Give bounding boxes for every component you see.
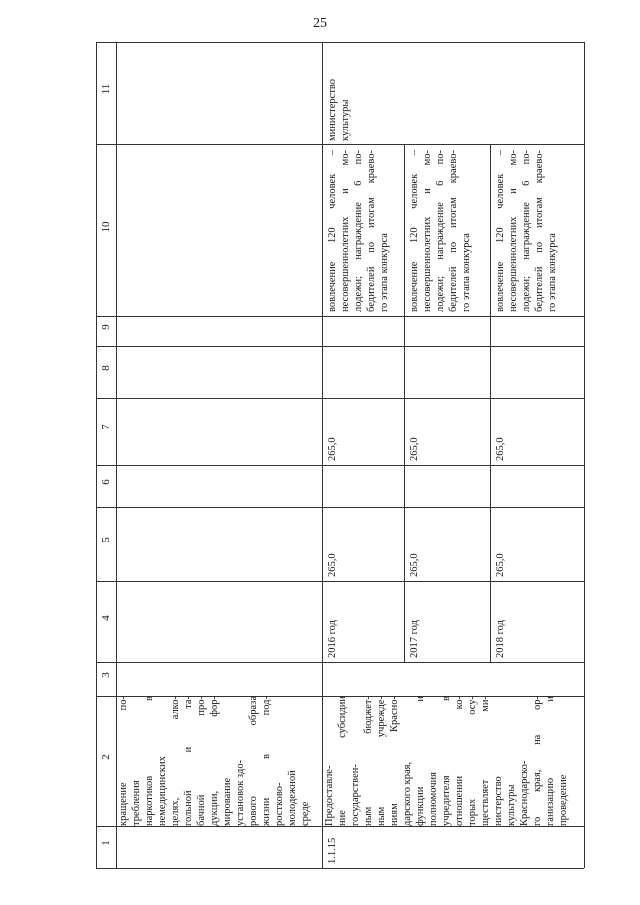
grid-line	[96, 465, 584, 466]
text-line: лодежи; награждение 6 по-	[521, 150, 532, 312]
text-line: несовершеннолетних и мо-	[422, 150, 433, 312]
col7-2017: 265,0	[409, 437, 420, 461]
grid-line	[96, 507, 584, 508]
grid-line	[404, 144, 405, 662]
grid-line	[96, 144, 584, 145]
text-line: учредителя в	[441, 696, 452, 826]
text-line: среде	[300, 801, 311, 826]
column-header-11: 11	[100, 83, 112, 95]
text-line: бедителей по итогам краево-	[448, 150, 459, 312]
text-line: го края, на ор-	[532, 696, 543, 826]
text-line: вовлечение 120 человек –	[409, 150, 420, 312]
text-line: ние субсидии	[337, 696, 348, 826]
text-line: вовлечение 120 человек –	[495, 150, 506, 312]
text-line: министерство	[327, 78, 338, 141]
text-line: ществляет ми-	[480, 696, 491, 826]
year-2016: 2016 год	[327, 620, 338, 658]
text-line: молодежной	[287, 770, 298, 826]
year-2018: 2018 год	[495, 620, 506, 658]
text-line: дукции, фор-	[209, 696, 220, 826]
grid-line	[584, 42, 585, 868]
text-line: установок здо-	[235, 759, 246, 826]
column-header-7: 7	[100, 424, 112, 430]
text-line: отношении ко-	[454, 696, 465, 826]
column-header-3: 3	[100, 672, 112, 678]
text-line: бачной про-	[196, 696, 207, 826]
text-line: торых осу-	[467, 696, 478, 826]
text-line: наркотиков в	[144, 696, 155, 826]
text-line: лодежи; награждение 6 по-	[435, 150, 446, 312]
column-header-2: 2	[100, 754, 112, 760]
row-description	[323, 696, 583, 826]
text-line: культуры	[340, 99, 351, 141]
col5-2018: 265,0	[495, 553, 506, 577]
text-line: целях, алко-	[170, 696, 181, 826]
column-header-8: 8	[100, 365, 112, 371]
result-2018	[494, 150, 559, 312]
text-line: полномочия	[428, 772, 439, 826]
text-line: рового образа	[248, 696, 259, 826]
text-line: лодежи; награждение 6 по-	[353, 150, 364, 312]
text-line: бедителей по итогам краево-	[366, 150, 377, 312]
text-line: культуры	[506, 784, 517, 826]
text-line: жизни в под-	[261, 696, 272, 826]
text-line: дарского края,	[402, 761, 413, 826]
text-line: гольной и та-	[183, 696, 194, 826]
text-line: го этапа конкурса	[379, 233, 390, 312]
prev-row-description	[117, 696, 321, 826]
text-line: несовершеннолетних и мо-	[508, 150, 519, 312]
column-header-5: 5	[100, 537, 112, 543]
grid-line	[96, 42, 97, 868]
column-header-4: 4	[100, 615, 112, 621]
result-2017	[408, 150, 473, 312]
text-line: функции и	[415, 696, 426, 826]
column-header-6: 6	[100, 479, 112, 485]
page-number: 25	[313, 16, 327, 31]
grid-line	[96, 346, 584, 347]
grid-line	[96, 42, 584, 43]
grid-line	[96, 662, 584, 663]
grid-line	[96, 398, 584, 399]
text-line: ным бюджет-	[363, 696, 374, 826]
col5-2016: 265,0	[327, 553, 338, 577]
col7-2016: 265,0	[327, 437, 338, 461]
text-line: мирование	[222, 777, 233, 826]
row-number: 1.1.15	[327, 837, 338, 864]
text-line: государствен-	[350, 764, 361, 826]
grid-line	[96, 581, 584, 582]
text-line: го этапа конкурса	[461, 233, 472, 312]
text-line: Краснодарско-	[519, 760, 530, 826]
result-2016	[326, 150, 391, 312]
text-line: ганизацию и	[545, 696, 556, 826]
grid-line	[96, 868, 584, 869]
column-header-1: 1	[100, 840, 112, 846]
responsible-ministry	[326, 45, 352, 141]
column-header-10: 10	[100, 221, 112, 233]
year-2017: 2017 год	[409, 620, 420, 658]
text-line: кращение по-	[118, 696, 129, 826]
text-line: нистерство	[493, 776, 504, 826]
text-line: ростково-	[274, 782, 285, 826]
column-header-9: 9	[100, 324, 112, 330]
text-line: требления	[131, 780, 142, 826]
grid-line	[96, 316, 584, 317]
text-line: несовершеннолетних и мо-	[340, 150, 351, 312]
grid-line	[96, 826, 584, 827]
text-line: Предоставле-	[324, 765, 335, 826]
col7-2018: 265,0	[495, 437, 506, 461]
col5-2017: 265,0	[409, 553, 420, 577]
text-line: бедителей по итогам краево-	[534, 150, 545, 312]
text-line: ниям Красно-	[389, 696, 400, 826]
text-line: вовлечение 120 человек –	[327, 150, 338, 312]
text-line: немедицинских	[157, 756, 168, 826]
text-line: ным учрежде-	[376, 696, 387, 826]
text-line: проведение	[558, 774, 569, 826]
grid-line	[490, 144, 491, 662]
text-line: го этапа конкурса	[547, 233, 558, 312]
